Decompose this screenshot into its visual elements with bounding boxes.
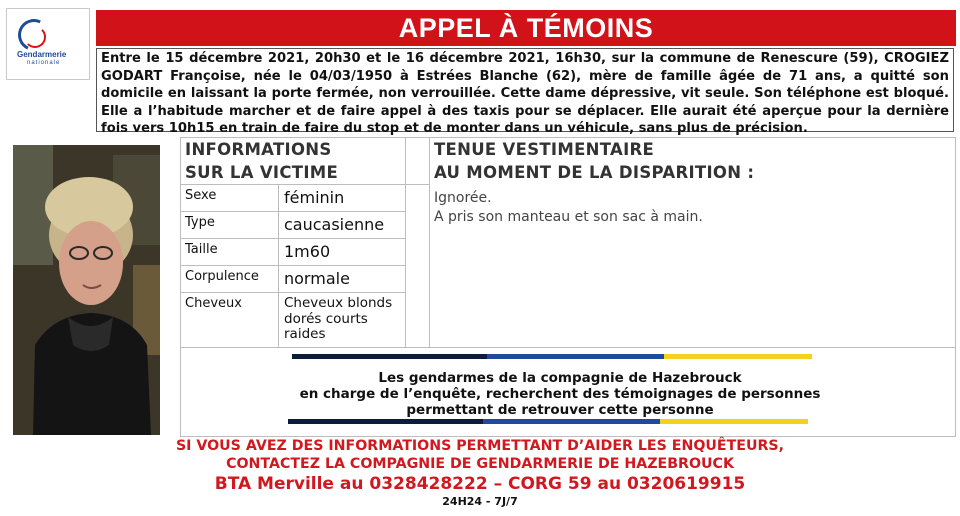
clothing-heading	[434, 138, 754, 184]
intro-box	[96, 48, 954, 137]
appeal-line3: permettant de retrouver cette personne	[406, 402, 714, 418]
victim-divider	[405, 137, 406, 347]
value-taille: 1m60	[284, 242, 331, 261]
intro-text: Entre le 15 décembre 2021, 20h30 et le 16 décembre 2021, 16h30, sur la commune de Renescure (59), CROGIEZ GODART Françoise, née le 04/03/1950 à Estrées Blanche (62), mère de famille âgée de 71 ans, a quitté son domicile en laissant la porte fermée, non verrouillée. Cette dame dépressive, vit seule. Son téléphone est bloqué. Elle a l’habitude marcher et de faire appel à des taxis pour se déplacer. Elle aurait été aperçue pour la dernière fois vers 10h15 en train de faire du stop et de monter dans un véhicule, sans plus de précision.	[101, 51, 949, 137]
contact-phones: BTA Merville au 0328428222 – CORG 59 au 0320619915	[214, 474, 746, 494]
row-line-3	[180, 265, 406, 266]
value-sexe: féminin	[284, 188, 345, 207]
label-type: Type	[185, 215, 215, 230]
portrait-image	[13, 145, 160, 435]
clothing-line2: A pris son manteau et son sac à main.	[434, 209, 703, 225]
appeal-line2: en charge de l’enquête, recherchent des témoignages de personnes	[299, 386, 821, 402]
left-border	[180, 137, 181, 437]
value-type: caucasienne	[284, 215, 385, 234]
label-corpulence: Corpulence	[185, 269, 259, 284]
clothing-heading-line2: AU MOMENT DE LA DISPARITION :	[434, 163, 755, 182]
flame-accent-icon	[24, 26, 46, 48]
appeal-line1: Les gendarmes de la compagnie de Hazebrouck	[378, 370, 742, 386]
stripe-bar-bottom	[288, 419, 808, 424]
logo-line2: nationale	[27, 60, 61, 66]
row-line-1	[180, 211, 406, 212]
label-sexe: Sexe	[185, 188, 217, 203]
label-divider	[278, 184, 279, 347]
victim-header-line	[180, 184, 430, 185]
row-line-4	[180, 292, 406, 293]
value-cheveux: Cheveux blonds dorés courts raides	[284, 295, 393, 342]
contact-hours: 24H24 - 7J/7	[442, 495, 518, 508]
contact-block	[100, 437, 860, 473]
logo-line1: Gendarmerie	[17, 50, 67, 59]
stripe-bar-top	[292, 354, 812, 359]
victim-heading-line1: INFORMATIONS	[185, 140, 332, 159]
clothing-heading-line1: TENUE VESTIMENTAIRE	[434, 140, 655, 159]
contact-line2: CONTACTEZ LA COMPAGNIE DE GENDARMERIE DE HAZEBROUCK	[226, 456, 734, 472]
victim-heading	[185, 138, 338, 184]
right-border	[955, 137, 956, 437]
clothing-text	[434, 189, 703, 227]
label-cheveux: Cheveux	[185, 296, 242, 311]
page-title: APPEL À TÉMOINS	[96, 10, 956, 46]
victim-photo	[13, 145, 160, 435]
row-line-2	[180, 238, 406, 239]
appeal-text	[230, 370, 890, 418]
table-bottom-line	[180, 347, 956, 348]
value-corpulence: normale	[284, 269, 350, 288]
clothing-line1: Ignorée.	[434, 190, 492, 206]
gendarmerie-logo	[6, 8, 90, 80]
label-taille: Taille	[185, 242, 218, 257]
clothing-divider	[429, 137, 430, 347]
contact-line1: SI VOUS AVEZ DES INFORMATIONS PERMETTANT D’AIDER LES ENQUÊTEURS,	[175, 438, 785, 454]
victim-heading-line2: SUR LA VICTIME	[185, 163, 339, 182]
